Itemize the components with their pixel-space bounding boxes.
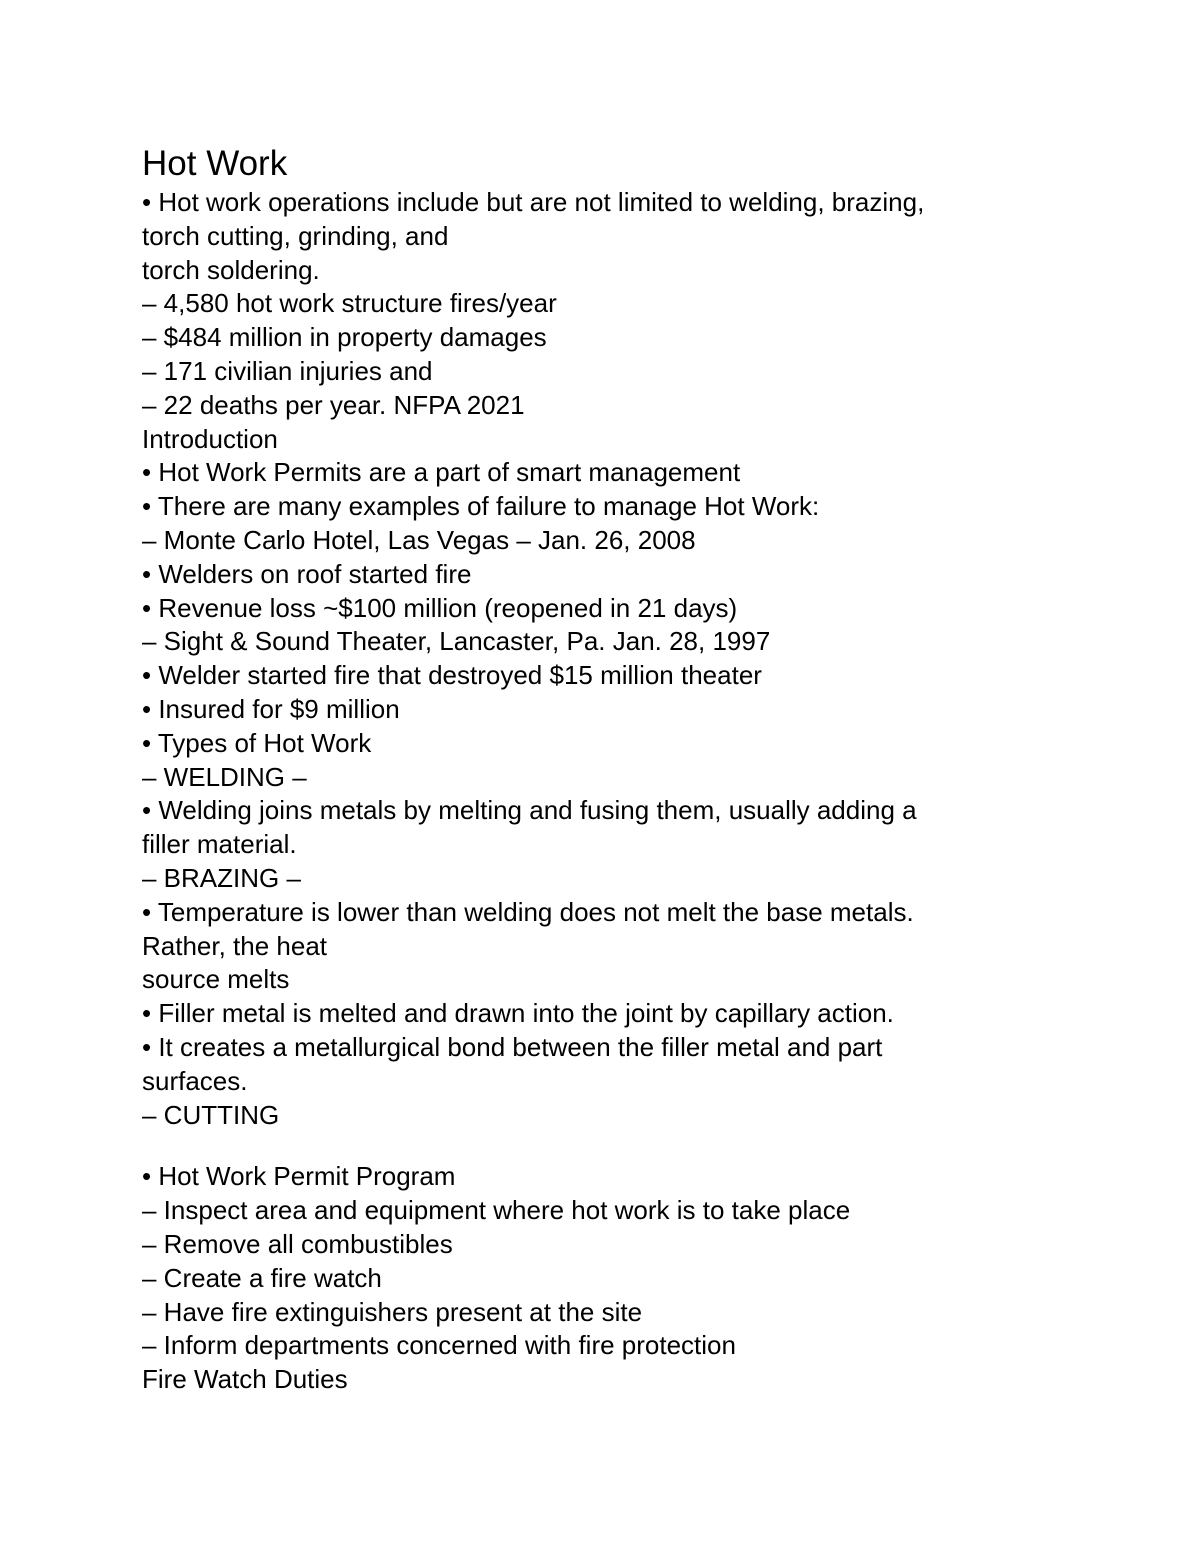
- text-line: – Have fire extinguishers present at the site: [142, 1296, 643, 1327]
- text-line: torch cutting, grinding, and: [142, 220, 449, 251]
- text-line: • Welders on roof started fire: [142, 558, 472, 589]
- text-line: • It creates a metallurgical bond between the filler metal and part: [142, 1031, 883, 1062]
- text-line: • Hot Work Permits are a part of smart management: [142, 457, 741, 488]
- text-line: torch soldering.: [142, 254, 320, 285]
- text-line: • Insured for $9 million: [142, 693, 400, 724]
- text-line: surfaces.: [142, 1065, 248, 1096]
- text-line: • Filler metal is melted and drawn into the joint by capillary action.: [142, 998, 894, 1029]
- text-line: source melts: [142, 964, 290, 995]
- text-line: – $484 million in property damages: [142, 322, 547, 353]
- text-line: Rather, the heat: [142, 930, 328, 961]
- text-line: – Inspect area and equipment where hot work is to take place: [142, 1195, 851, 1226]
- document-title: Hot Work: [142, 144, 288, 183]
- text-line: • Temperature is lower than welding does not melt the base metals.: [142, 896, 914, 927]
- blank-line: [142, 1132, 1102, 1160]
- text-line: – Sight & Sound Theater, Lancaster, Pa. Jan. 28, 1997: [142, 626, 771, 657]
- text-line: – Inform departments concerned with fire protection: [142, 1330, 736, 1361]
- text-line: – WELDING –: [142, 761, 307, 792]
- text-line: – CUTTING: [142, 1099, 280, 1130]
- text-line: • There are many examples of failure to manage Hot Work:: [142, 491, 820, 522]
- text-line: – Remove all combustibles: [142, 1228, 453, 1259]
- text-line: – Monte Carlo Hotel, Las Vegas – Jan. 26, 2008: [142, 524, 696, 555]
- text-line: – 22 deaths per year. NFPA 2021: [142, 389, 525, 420]
- document-body: [142, 142, 1102, 1397]
- text-line: – 4,580 hot work structure fires/year: [142, 288, 557, 319]
- text-line: • Types of Hot Work: [142, 727, 372, 758]
- text-line: filler material.: [142, 829, 297, 860]
- text-line: • Hot Work Permit Program: [142, 1161, 456, 1192]
- text-line: • Hot work operations include but are not limited to welding, brazing,: [142, 187, 925, 217]
- text-line: – BRAZING –: [142, 862, 301, 893]
- text-line: • Welder started fire that destroyed $15 million theater: [142, 660, 762, 691]
- text-line: – 171 civilian injuries and: [142, 355, 433, 386]
- text-line: • Welding joins metals by melting and fusing them, usually adding a: [142, 795, 917, 826]
- section-heading-introduction: Introduction: [142, 423, 278, 454]
- section-heading-fire-watch: Fire Watch Duties: [142, 1364, 348, 1395]
- text-line: – Create a fire watch: [142, 1262, 382, 1293]
- text-line: • Revenue loss ~$100 million (reopened in 21 days): [142, 592, 738, 623]
